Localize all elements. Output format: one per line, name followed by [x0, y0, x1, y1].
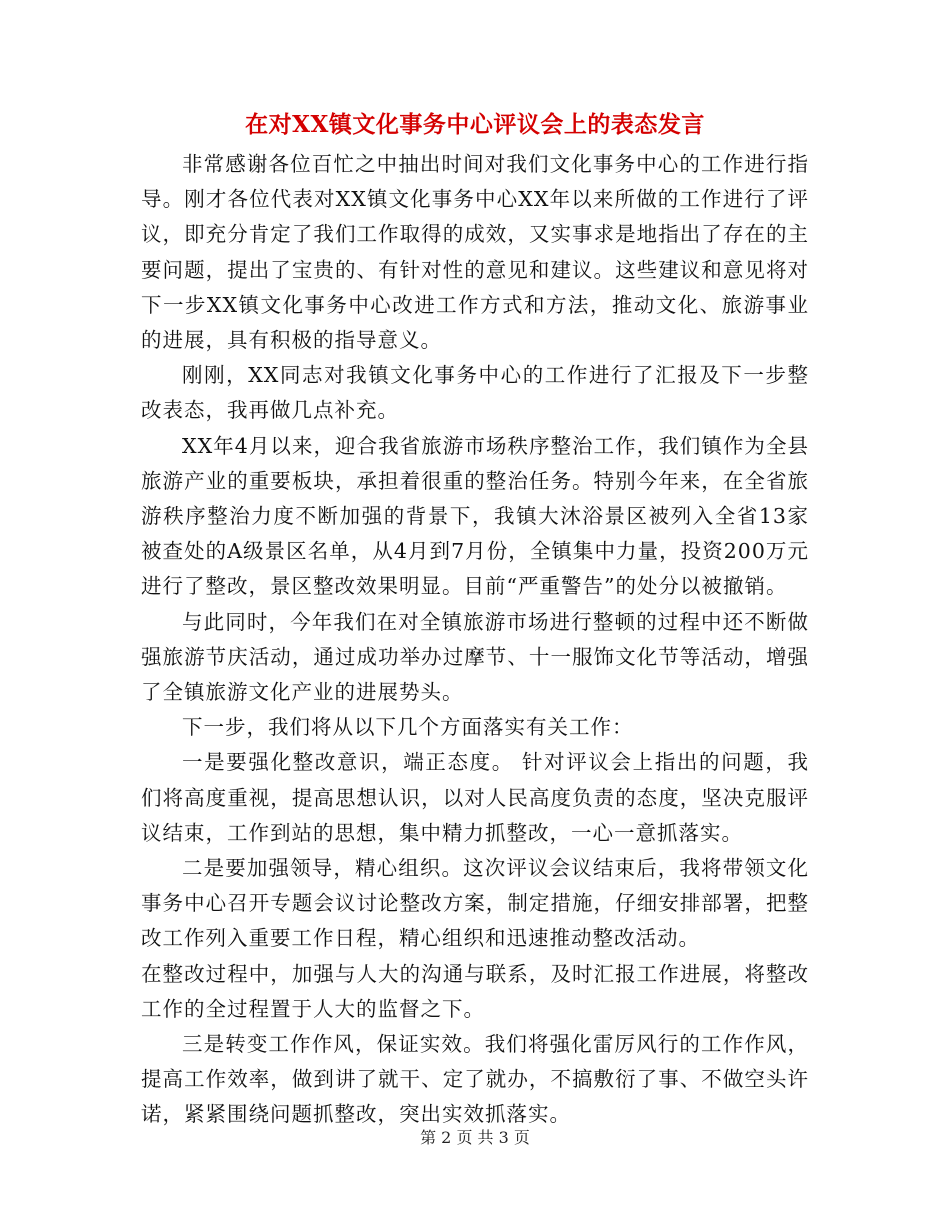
- paragraph-rectification-background: XX年4月以来，迎合我省旅游市场秩序整治工作，我们镇作为全县旅游产业的重要板块，承担着很重的整治任务。特别今年来，在全省旅游秩序整治力度不断加强的背景下，我镇大沐浴景区被列入全省13家被查处的A级景区名单，从4月到7月份，全镇集中力量，投资200万元进行了整改，景区整改效果明显。目前“严重警告”的处分以被撤销。: [141, 433, 809, 599]
- paragraph-point-one: 一是要强化整改意识，端正态度。 针对评议会上指出的问题，我们将高度重视，提高思想认识，以对人民高度负责的态度，坚决克服评议结束，工作到站的思想，集中精力抓整改，一心一意抓落实。: [141, 750, 809, 845]
- paragraph-thanks: 非常感谢各位百忙之中抽出时间对我们文化事务中心的工作进行指导。刚才各位代表对XX镇文化事务中心XX年以来所做的工作进行了评议，即充分肯定了我们工作取得的成效，又实事求是地指出了存在的主要问题，提出了宝贵的、有针对性的意见和建议。这些建议和意见将对下一步XX镇文化事务中心改进工作方式和方法，推动文化、旅游事业的进展，具有积极的指导意义。: [141, 152, 809, 353]
- document-body: [141, 147, 809, 1133]
- page-number-footer: 第 2 页 共 3 页: [420, 1128, 530, 1147]
- paragraph-point-two-continued: 在整改过程中，加强与人大的沟通与联系，及时汇报工作进展，将整改工作的全过程置于人大的监督之下。: [141, 961, 809, 1021]
- paragraph-next-steps: 下一步，我们将从以下几个方面落实有关工作：: [182, 715, 634, 740]
- document-title: 在对XX镇文化事务中心评议会上的表态发言: [245, 111, 705, 138]
- paragraph-festival-activities: 与此同时，今年我们在对全镇旅游市场进行整顿的过程中还不断做强旅游节庆活动，通过成功举办过摩节、十一服饰文化节等活动，增强了全镇旅游文化产业的进展势头。: [141, 609, 809, 705]
- paragraph-point-three: 三是转变工作作风，保证实效。我们将强化雷厉风行的工作作风，提高工作效率，做到讲了就干、定了就办，不搞敷衍了事、不做空头许诺，紧紧围绕问题抓整改，突出实效抓落实。: [141, 1032, 809, 1127]
- paragraph-point-two: 二是要加强领导，精心组织。这次评议会议结束后，我将带领文化事务中心召开专题会议讨论整改方案，制定措施，仔细安排部署，把整改工作列入重要工作日程，精心组织和迅速推动整改活动。: [141, 856, 809, 951]
- paragraph-supplement: 刚刚，XX同志对我镇文化事务中心的工作进行了汇报及下一步整改表态，我再做几点补充。: [141, 363, 809, 423]
